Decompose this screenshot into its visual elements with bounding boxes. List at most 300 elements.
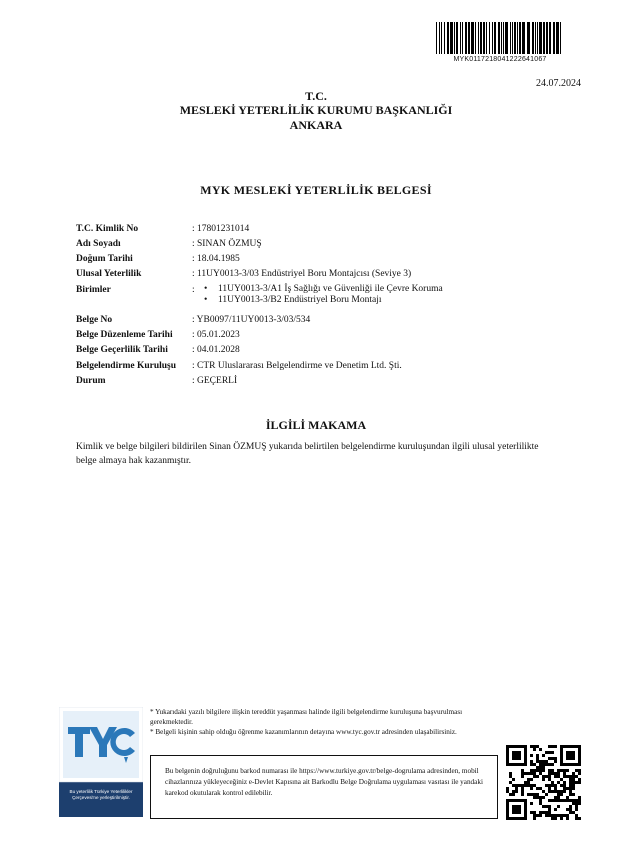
barcode-bar xyxy=(447,22,449,54)
qr-module xyxy=(560,814,563,817)
qr-module xyxy=(533,775,536,778)
qr-module xyxy=(569,754,572,757)
qr-module xyxy=(554,787,557,790)
qr-module xyxy=(530,787,533,790)
barcode-bar xyxy=(501,22,502,54)
qr-module xyxy=(563,784,566,787)
field-colon: : xyxy=(192,285,195,295)
qr-module xyxy=(518,811,521,814)
qr-module xyxy=(512,811,515,814)
barcode-bar xyxy=(498,22,500,54)
field-value: : 18.04.1985 xyxy=(192,254,240,264)
qr-module xyxy=(506,799,509,802)
qr-module xyxy=(515,790,518,793)
field-label: Doğum Tarihi xyxy=(76,254,133,264)
qr-module xyxy=(509,799,512,802)
qr-module xyxy=(575,802,578,805)
field-label: Ulusal Yeterlilik xyxy=(76,269,142,279)
qr-module xyxy=(548,745,551,748)
qr-module xyxy=(557,772,560,775)
qr-module xyxy=(536,796,539,799)
qr-module xyxy=(515,751,518,754)
barcode-bar xyxy=(483,22,485,54)
qr-module xyxy=(566,751,569,754)
qr-module xyxy=(521,745,524,748)
qr-module xyxy=(566,796,569,799)
field-value: : 05.01.2023 xyxy=(192,330,240,340)
qr-module xyxy=(551,763,554,766)
qr-module xyxy=(560,799,563,802)
unit-text: 11UY0013-3/A1 İş Sağlığı ve Güvenliği ile Çevre Koruma xyxy=(218,284,443,294)
header-line-3: ANKARA xyxy=(289,118,343,132)
qr-module xyxy=(566,745,569,748)
field-value: : CTR Uluslararası Belgelendirme ve Denetim Ltd. Şti. xyxy=(192,361,402,371)
qr-module xyxy=(563,814,566,817)
qr-module xyxy=(515,808,518,811)
qr-module xyxy=(572,754,575,757)
barcode-bar xyxy=(475,22,476,54)
qr-module xyxy=(572,793,575,796)
qr-module xyxy=(569,787,572,790)
qr-module xyxy=(530,784,533,787)
qr-module xyxy=(542,766,545,769)
qr-module xyxy=(560,757,563,760)
qr-module xyxy=(545,784,548,787)
qr-module xyxy=(548,775,551,778)
footnote-2: * Belgeli kişinin sahip olduğu öğrenme kazanımlarının detayına www.tyc.gov.tr adresinden ulaşabilirsiniz. xyxy=(150,728,457,736)
qr-module xyxy=(551,751,554,754)
qr-module xyxy=(530,745,533,748)
qr-module xyxy=(506,760,509,763)
qr-module xyxy=(557,814,560,817)
qr-module xyxy=(563,769,566,772)
qr-module xyxy=(545,805,548,808)
qr-module xyxy=(518,745,521,748)
qr-module xyxy=(539,787,542,790)
qr-module xyxy=(506,805,509,808)
qr-module xyxy=(578,802,581,805)
barcode-bar xyxy=(522,22,525,54)
field-label: T.C. Kimlik No xyxy=(76,224,139,234)
qr-module xyxy=(554,784,557,787)
footnotes xyxy=(150,707,495,737)
qr-module xyxy=(551,814,554,817)
qr-module xyxy=(512,763,515,766)
qr-module xyxy=(527,778,530,781)
qr-module xyxy=(569,811,572,814)
qr-module xyxy=(509,775,512,778)
qr-module xyxy=(578,769,581,772)
qr-module xyxy=(560,760,563,763)
qr-module xyxy=(554,808,557,811)
qr-module xyxy=(512,808,515,811)
barcode-bar xyxy=(460,22,461,54)
qr-module xyxy=(515,763,518,766)
qr-module xyxy=(521,817,524,820)
qr-module xyxy=(512,793,515,796)
qr-module xyxy=(521,787,524,790)
qr-module xyxy=(572,757,575,760)
barcode-number: MYK01172180412226410​67 xyxy=(453,56,547,63)
qr-module xyxy=(572,763,575,766)
barcode-bar xyxy=(527,22,530,54)
qr-module xyxy=(551,772,554,775)
qr-module xyxy=(533,811,536,814)
qr-module xyxy=(542,763,545,766)
qr-module xyxy=(542,775,545,778)
qr-module xyxy=(572,784,575,787)
qr-module xyxy=(533,793,536,796)
qr-module xyxy=(572,775,575,778)
field-value: : 11UY0013-3/03 Endüstriyel Boru Montajcısı (Seviye 3) xyxy=(192,269,412,279)
qr-module xyxy=(578,796,581,799)
qr-code xyxy=(506,745,581,820)
statement-paragraph: Kimlik ve belge bilgileri bildirilen Sinan ÖZMUŞ yukarıda belirtilen belgelendirme kuruluşundan ilgili ulusal yeterlilikte belge almaya hak kazanmıştır. xyxy=(76,442,539,466)
qr-module xyxy=(554,796,557,799)
qr-module xyxy=(560,751,563,754)
barcode-bar xyxy=(462,22,463,54)
qr-module xyxy=(524,757,527,760)
qr-module xyxy=(548,757,551,760)
qr-module xyxy=(557,799,560,802)
qr-module xyxy=(509,793,512,796)
qr-module xyxy=(563,745,566,748)
qr-module xyxy=(554,772,557,775)
qr-module xyxy=(548,769,551,772)
qr-module xyxy=(548,751,551,754)
qr-module xyxy=(572,802,575,805)
qr-module xyxy=(512,817,515,820)
qr-module xyxy=(563,781,566,784)
qr-module xyxy=(560,763,563,766)
barcode-bar xyxy=(471,22,474,54)
qr-module xyxy=(569,778,572,781)
qr-module xyxy=(518,763,521,766)
qr-module xyxy=(542,796,545,799)
qr-module xyxy=(569,745,572,748)
qr-module xyxy=(539,763,542,766)
barcode-bar xyxy=(478,22,479,54)
qr-module xyxy=(542,754,545,757)
barcode-bar xyxy=(556,22,559,54)
field-label: Adı Soyadı xyxy=(76,239,121,249)
qr-module xyxy=(524,817,527,820)
qr-module xyxy=(524,772,527,775)
qr-module xyxy=(551,769,554,772)
qr-module xyxy=(557,775,560,778)
qr-module xyxy=(533,745,536,748)
barcode-bar xyxy=(439,22,440,54)
qr-module xyxy=(545,775,548,778)
qr-module xyxy=(506,787,509,790)
qr-module xyxy=(506,757,509,760)
qr-module xyxy=(539,772,542,775)
qr-module xyxy=(524,781,527,784)
qr-module xyxy=(548,784,551,787)
qr-module xyxy=(578,778,581,781)
qr-module xyxy=(563,790,566,793)
qr-module xyxy=(560,769,563,772)
qr-module xyxy=(518,784,521,787)
qr-module xyxy=(551,784,554,787)
qr-module xyxy=(545,763,548,766)
qr-module xyxy=(506,817,509,820)
qr-module xyxy=(530,811,533,814)
qr-module xyxy=(578,748,581,751)
qr-module xyxy=(548,763,551,766)
qr-module xyxy=(536,787,539,790)
qr-module xyxy=(569,793,572,796)
verification-text: Bu belgenin doğruluğunu barkod numarası ile https://www.turkiye.gov.tr/belge-dogrulama adresinden, mobil cihazlarınıza yükleyeceğiniz e-Devlet Kapısına ait Barkodlu Belge Doğrulama uygulaması vasıtası ile yandaki karekod okutularak kontrol edilebilir. xyxy=(165,767,483,797)
barcode-bar xyxy=(519,22,521,54)
qr-module xyxy=(572,811,575,814)
tyc-logo xyxy=(59,707,143,817)
barcode-bar xyxy=(549,22,551,54)
qr-module xyxy=(524,748,527,751)
field-label: Birimler xyxy=(76,285,111,295)
qr-module xyxy=(569,763,572,766)
qr-module xyxy=(518,808,521,811)
field-label: Belge Geçerlilik Tarihi xyxy=(76,345,168,355)
qr-module xyxy=(572,778,575,781)
qr-module xyxy=(539,748,542,751)
qr-module xyxy=(575,781,578,784)
field-label: Belge Düzenleme Tarihi xyxy=(76,330,173,340)
qr-module xyxy=(548,790,551,793)
qr-module xyxy=(509,763,512,766)
qr-module xyxy=(578,763,581,766)
qr-module xyxy=(569,805,572,808)
qr-module xyxy=(506,748,509,751)
qr-module xyxy=(539,802,542,805)
qr-module xyxy=(566,799,569,802)
qr-module xyxy=(536,754,539,757)
barcode-bar xyxy=(510,22,511,54)
qr-module xyxy=(536,766,539,769)
qr-module xyxy=(569,775,572,778)
header-line-2: MESLEKİ YETERLİLİK KURUMU BAŞKANLIĞI xyxy=(179,103,453,117)
qr-module xyxy=(545,811,548,814)
barcode-bar xyxy=(535,22,536,54)
qr-module xyxy=(539,769,542,772)
qr-module xyxy=(518,817,521,820)
barcode-bar xyxy=(480,22,482,54)
qr-module xyxy=(515,787,518,790)
qr-module xyxy=(530,763,533,766)
qr-module xyxy=(566,787,569,790)
qr-module xyxy=(560,793,563,796)
qr-module xyxy=(524,763,527,766)
qr-module xyxy=(518,799,521,802)
qr-module xyxy=(512,778,515,781)
qr-module xyxy=(515,817,518,820)
qr-module xyxy=(524,805,527,808)
qr-module xyxy=(551,799,554,802)
qr-module xyxy=(524,784,527,787)
barcode-bar xyxy=(454,22,455,54)
qr-module xyxy=(569,781,572,784)
barcode-bar xyxy=(546,22,548,54)
barcode-bar xyxy=(465,22,467,54)
qr-module xyxy=(539,766,542,769)
qr-module xyxy=(569,790,572,793)
qr-module xyxy=(578,745,581,748)
qr-module xyxy=(530,802,533,805)
qr-module xyxy=(557,769,560,772)
field-label: Belgelendirme Kuruluşu xyxy=(76,361,177,371)
barcode-bar xyxy=(486,22,487,54)
qr-module xyxy=(524,811,527,814)
qr-module xyxy=(578,799,581,802)
qr-module xyxy=(521,784,524,787)
qr-module xyxy=(527,772,530,775)
barcode-bar xyxy=(514,22,516,54)
qr-module xyxy=(545,814,548,817)
qr-module xyxy=(575,814,578,817)
qr-module xyxy=(548,778,551,781)
qr-module xyxy=(530,769,533,772)
qr-module xyxy=(542,760,545,763)
qr-module xyxy=(527,793,530,796)
barcode-bar xyxy=(553,22,555,54)
qr-module xyxy=(521,763,524,766)
qr-module xyxy=(572,772,575,775)
qr-module xyxy=(515,799,518,802)
qr-module xyxy=(563,799,566,802)
barcode-bar xyxy=(560,22,561,54)
qr-module xyxy=(515,745,518,748)
qr-module xyxy=(569,784,572,787)
qr-module xyxy=(521,790,524,793)
qr-module xyxy=(515,757,518,760)
qr-module xyxy=(542,778,545,781)
barcode-bar xyxy=(543,22,545,54)
qr-module xyxy=(542,790,545,793)
qr-module xyxy=(506,763,509,766)
qr-module xyxy=(539,814,542,817)
qr-module xyxy=(554,775,557,778)
qr-module xyxy=(536,769,539,772)
qr-module xyxy=(539,796,542,799)
qr-module xyxy=(572,751,575,754)
qr-module xyxy=(560,748,563,751)
barcode-bar xyxy=(441,22,442,54)
qr-module xyxy=(548,787,551,790)
qr-module xyxy=(533,796,536,799)
print-date: 24.07.2024 xyxy=(536,78,581,89)
field-value: : YB0097/11UY0013-3/03/534 xyxy=(192,315,311,325)
qr-module xyxy=(575,763,578,766)
barcode xyxy=(436,22,564,54)
barcode-bar xyxy=(494,22,496,54)
qr-module xyxy=(524,751,527,754)
qr-module xyxy=(560,790,563,793)
qr-module xyxy=(533,784,536,787)
qr-module xyxy=(515,805,518,808)
barcode-bar xyxy=(450,22,453,54)
barcode-bar xyxy=(492,22,493,54)
qr-module xyxy=(509,781,512,784)
qr-module xyxy=(569,751,572,754)
qr-module xyxy=(533,769,536,772)
qr-module xyxy=(530,778,533,781)
unit-text: 11UY0013-3/B2 Endüstriyel Boru Montajı xyxy=(218,295,382,305)
qr-module xyxy=(557,793,560,796)
barcode-bar xyxy=(539,22,542,54)
qr-module xyxy=(551,757,554,760)
qr-module xyxy=(530,793,533,796)
qr-module xyxy=(572,787,575,790)
footnote-1: * Yukarıdaki yazılı bilgilere ilişkin tereddüt yaşanması halinde ilgili belgelendirme kuruluşuna başvurulması gerekmektedir. xyxy=(150,708,463,726)
qr-module xyxy=(557,796,560,799)
units-list xyxy=(192,284,443,306)
qr-module xyxy=(536,793,539,796)
qr-module xyxy=(506,808,509,811)
barcode-bar xyxy=(532,22,534,54)
qr-module xyxy=(533,763,536,766)
qr-module xyxy=(542,811,545,814)
barcode-bar xyxy=(444,22,445,54)
qr-module xyxy=(533,814,536,817)
qr-module xyxy=(560,778,563,781)
qr-module xyxy=(524,754,527,757)
qr-module xyxy=(554,790,557,793)
qr-module xyxy=(566,757,569,760)
qr-module xyxy=(575,799,578,802)
barcode-bar xyxy=(517,22,518,54)
section-title: İLGİLİ MAKAMA xyxy=(265,418,367,432)
qr-module xyxy=(566,769,569,772)
qr-module xyxy=(509,817,512,820)
qr-module xyxy=(530,760,533,763)
qr-module xyxy=(536,757,539,760)
qr-module xyxy=(575,775,578,778)
qr-module xyxy=(527,781,530,784)
qr-module xyxy=(548,814,551,817)
qr-module xyxy=(551,790,554,793)
qr-module xyxy=(512,754,515,757)
qr-module xyxy=(557,805,560,808)
qr-module xyxy=(524,799,527,802)
qr-module xyxy=(578,817,581,820)
qr-module xyxy=(533,817,536,820)
qr-module xyxy=(539,811,542,814)
qr-module xyxy=(506,745,509,748)
qr-module xyxy=(512,745,515,748)
qr-module xyxy=(545,793,548,796)
qr-module xyxy=(512,799,515,802)
qr-module xyxy=(515,784,518,787)
barcode-bar xyxy=(537,22,538,54)
qr-module xyxy=(548,808,551,811)
qr-module xyxy=(566,814,569,817)
qr-module xyxy=(554,814,557,817)
field-value: : GEÇERLİ xyxy=(192,376,238,386)
list-item: • 11UY0013-3/B2 Endüstriyel Boru Montajı xyxy=(204,295,382,305)
qr-module xyxy=(533,748,536,751)
header-line-1: T.C. xyxy=(305,89,327,103)
qr-module xyxy=(578,772,581,775)
field-value: : 04.01.2028 xyxy=(192,345,240,355)
qr-module xyxy=(506,751,509,754)
qr-module xyxy=(506,802,509,805)
qr-module xyxy=(578,754,581,757)
qr-module xyxy=(560,817,563,820)
qr-module xyxy=(533,772,536,775)
field-value: : SINAN ÖZMUŞ xyxy=(192,239,262,249)
logo-caption: Bu yeterlilik Türkiye Yeterlilikler Çerçevesi'ne yerleştirilmiştir. xyxy=(69,789,133,800)
qr-module xyxy=(560,745,563,748)
